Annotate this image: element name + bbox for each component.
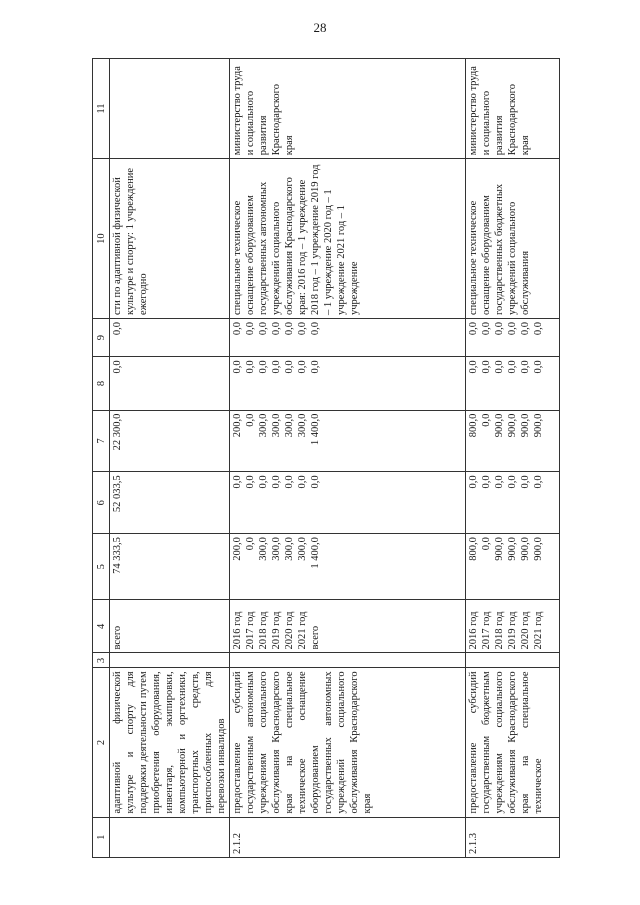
value: 0,0 [533,322,544,336]
value: 0,0 [494,360,505,374]
value: 0,0 [481,322,492,336]
row-value-total: 74 333,5 [110,534,230,600]
row-value-other: 0,0 [110,319,230,357]
page-number: 28 [313,20,327,35]
table-row [230,59,466,858]
row-values-local [466,357,560,410]
value: 0,0 [297,360,308,374]
row-values-regional [466,410,560,472]
value: 900,0 [507,537,518,561]
year-label: 2017 год [245,611,256,650]
row-description: адаптивной физической культуре и спорту для поддержки деятельности путем приобретения оборудования, инвентаря, экипировки, компьютерной и оргтехники, транспортных средств, приспособленных для перевозки инвалидов [110,668,230,817]
row-values-other [466,319,560,357]
value: 0,0 [507,475,518,489]
value: 900,0 [507,413,518,438]
value: 0,0 [232,475,243,489]
row-value-local: 0,0 [110,357,230,410]
value: 200,0 [232,413,243,438]
value: 0,0 [310,475,321,489]
value: 900,0 [494,413,505,438]
value: 900,0 [533,413,544,438]
header-cell: 3 [93,653,110,668]
value: 0,0 [481,475,492,489]
row-code-cell [110,817,230,857]
value: 0,0 [245,475,256,489]
value: 0,0 [494,322,505,336]
header-cell: 7 [93,410,110,472]
value: 0,0 [520,322,531,336]
year-label: 2019 год [507,611,518,650]
year-label: 2018 год [494,611,505,650]
row-values-federal [466,472,560,534]
value: 0,0 [245,360,256,374]
value: 0,0 [533,360,544,374]
value: 0,0 [481,537,492,551]
row-values-federal [230,472,466,534]
value: 300,0 [284,413,295,438]
value: 0,0 [284,475,295,489]
row-values-local [230,357,466,410]
row-result: специальное техническое оснащение оборудованием государственных автономных учреждений социального обслуживания Краснодарского края: 2016 год – 1 учреждение 2018 год – 1 учреждение 2019 год – 1 учреждение 2020 год – 1 учреждение 2021 год – 1 учреждение [230,159,466,319]
value: 800,0 [468,413,479,438]
empty-cell [466,653,560,668]
value: 300,0 [297,537,308,561]
value: 0,0 [468,322,479,336]
row-value-regional: 22 300,0 [110,410,230,472]
empty-cell [110,653,230,668]
value: 0,0 [520,360,531,374]
value: 0,0 [297,322,308,336]
value: 1 400,0 [310,413,321,446]
year-label: 2018 год [258,611,269,650]
value: 0,0 [232,322,243,336]
value: 200,0 [232,537,243,561]
header-cell: 6 [93,472,110,534]
value: 0,0 [310,322,321,336]
year-label: 2016 год [232,611,243,650]
value: 0,0 [481,413,492,427]
year-label: 2017 год [481,611,492,650]
table-row [110,59,230,858]
header-cell: 10 [93,159,110,319]
value: 0,0 [468,360,479,374]
row-responsible: министерство труда и социального развития Краснодарского края [466,59,560,159]
year-label: 2021 год [533,611,544,650]
value: 900,0 [533,537,544,561]
value: 0,0 [533,475,544,489]
row-result: сти по адаптивной физической культуре и спорту: 1 учреждение ежегодно [110,159,230,319]
row-result: специальное техническое оснащение оборудованием государственных бюджетных учреждений социального обслуживания [466,159,560,319]
value: 0,0 [507,360,518,374]
row-value-federal: 52 033,5 [110,472,230,534]
value: 0,0 [245,537,256,551]
value: 0,0 [232,360,243,374]
value: 800,0 [468,537,479,561]
value: 0,0 [297,475,308,489]
year-label: всего [310,625,321,650]
value: 0,0 [494,475,505,489]
row-years [230,600,466,653]
value: 0,0 [271,322,282,336]
row-values-other [230,319,466,357]
row-period: всего [110,600,230,653]
year-label: 2019 год [271,611,282,650]
value: 300,0 [271,537,282,561]
value: 300,0 [258,413,269,438]
value: 0,0 [258,475,269,489]
header-row [93,59,110,858]
value: 0,0 [245,322,256,336]
value: 900,0 [520,537,531,561]
value: 900,0 [520,413,531,438]
row-code: 2.1.2 [230,817,466,857]
row-values-total [230,534,466,600]
header-cell: 2 [93,668,110,817]
row-responsible [110,59,230,159]
header-cell: 5 [93,534,110,600]
value: 1 400,0 [310,537,321,569]
value: 300,0 [271,413,282,438]
year-label: 2020 год [284,611,295,650]
row-code: 2.1.3 [466,817,560,857]
header-cell: 11 [93,59,110,159]
value: 0,0 [245,413,256,427]
value: 0,0 [271,475,282,489]
value: 300,0 [284,537,295,561]
value: 0,0 [258,360,269,374]
value: 300,0 [258,537,269,561]
header-cell: 9 [93,319,110,357]
value: 0,0 [258,322,269,336]
value: 0,0 [468,475,479,489]
row-description: предоставление субсидий государственным бюджетным учреждениям социального обслуживания Краснодарского края на специальное техническое [466,668,560,817]
year-label: 2021 год [297,611,308,650]
program-table [92,58,560,858]
row-values-regional [230,410,466,472]
rotated-table-container [92,58,608,858]
value: 900,0 [494,537,505,561]
header-cell: 8 [93,357,110,410]
value: 0,0 [507,322,518,336]
row-responsible: министерство труда и социального развития Краснодарского края [230,59,466,159]
value: 0,0 [284,360,295,374]
value: 0,0 [520,475,531,489]
row-years [466,600,560,653]
value: 300,0 [297,413,308,438]
value: 0,0 [481,360,492,374]
year-label: 2020 год [520,611,531,650]
value: 0,0 [271,360,282,374]
year-label: 2016 год [468,611,479,650]
table-row [466,59,560,858]
value: 0,0 [284,322,295,336]
row-description: предоставление субсидий государственным автономным учреждениям социального обслуживания Краснодарского края на специальное техническое оснащение оборудованием государственных автономных учреждений социального обслуживания Краснодарского края [230,668,466,817]
empty-cell [230,653,466,668]
header-cell: 4 [93,600,110,653]
row-values-total [466,534,560,600]
value: 0,0 [310,360,321,374]
header-cell: 1 [93,817,110,857]
